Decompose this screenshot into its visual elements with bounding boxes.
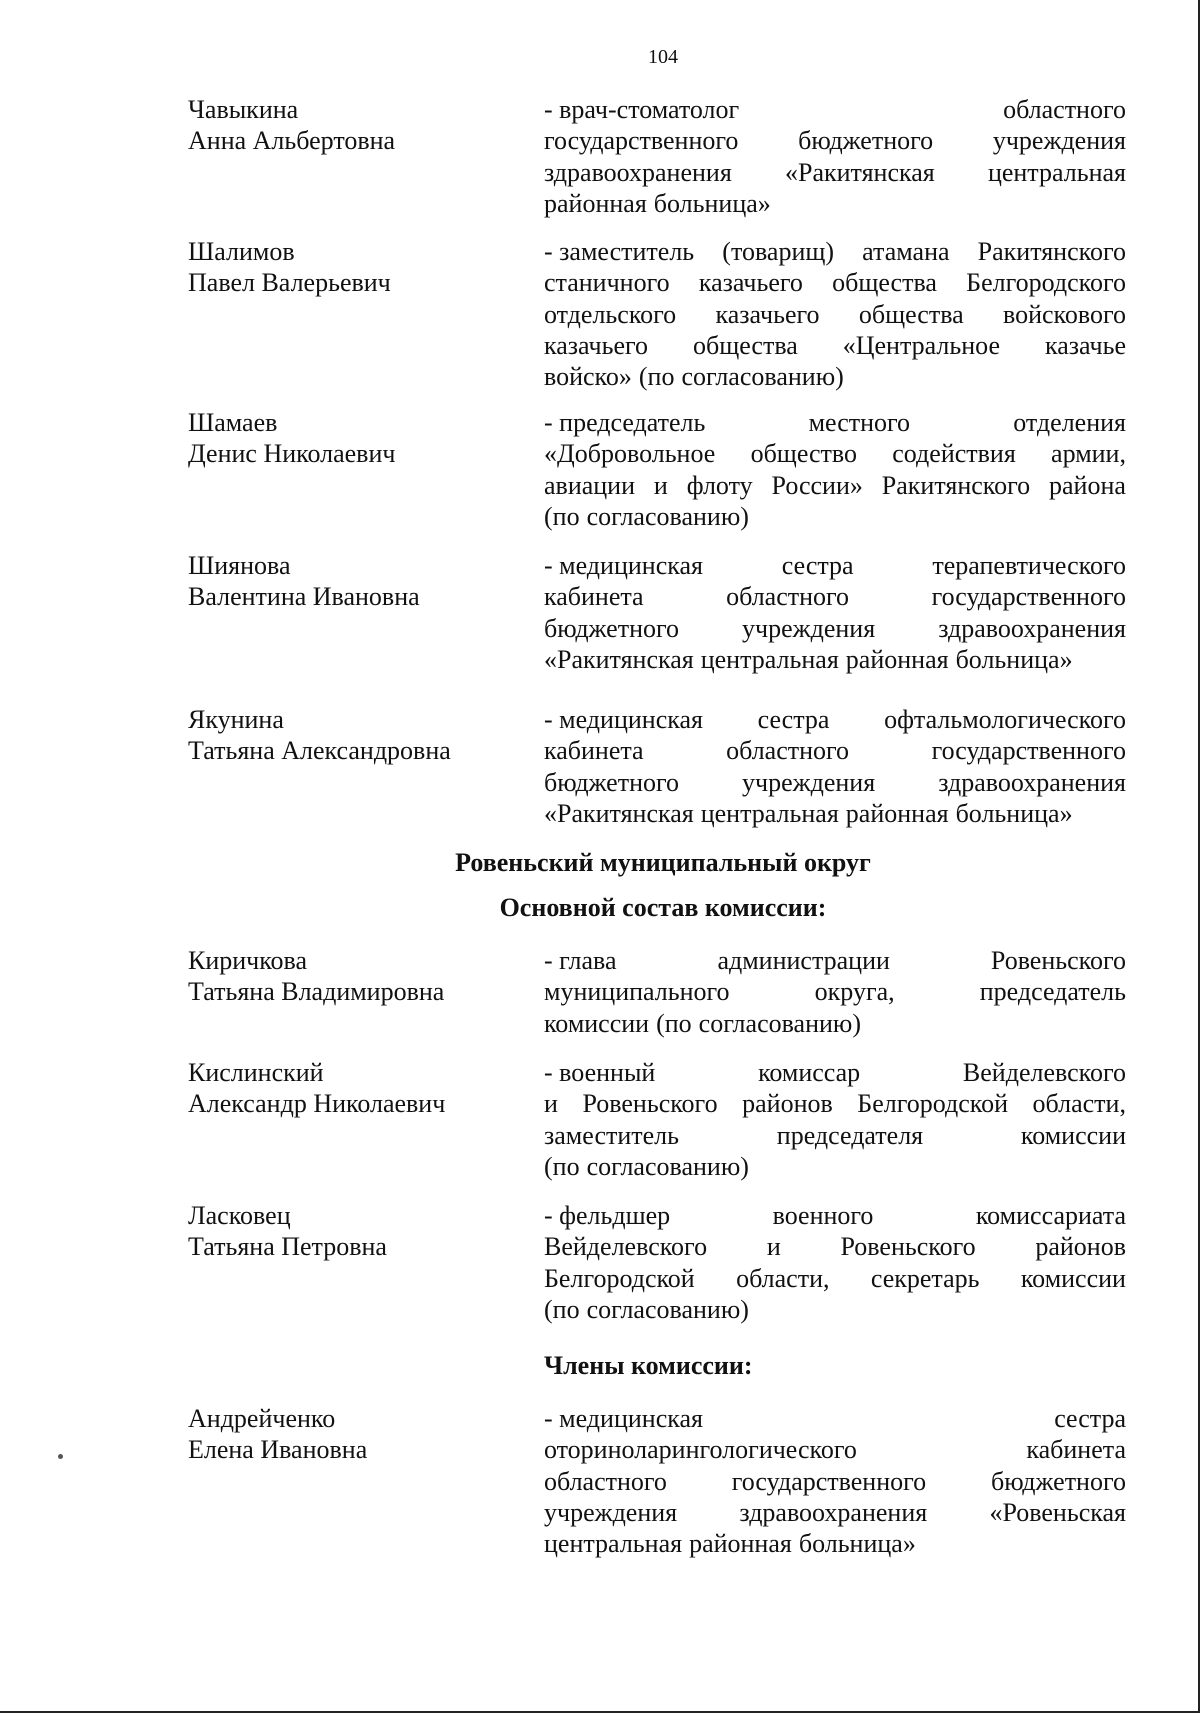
position-word: бюджетного bbox=[544, 613, 680, 643]
member-position bbox=[544, 407, 1126, 532]
position-word: кабинета bbox=[544, 582, 644, 612]
position-line bbox=[544, 767, 1126, 798]
member-position bbox=[544, 1403, 1126, 1559]
member-given-names: Татьяна Александровна bbox=[188, 736, 451, 766]
position-word: казачье bbox=[1044, 330, 1126, 360]
position-word: Ровеньского bbox=[990, 946, 1126, 975]
position-word: комиссии bbox=[1020, 1120, 1126, 1150]
position-word: отдельского bbox=[544, 299, 677, 329]
member-surname: Ласковец bbox=[188, 1201, 291, 1230]
position-line bbox=[544, 157, 1126, 188]
position-word: согласованию) bbox=[681, 362, 844, 392]
members-heading: Члены комиссии: bbox=[544, 1351, 753, 1380]
position-word: - заместитель bbox=[544, 237, 695, 266]
position-word: Ракитянского bbox=[977, 237, 1126, 266]
position-line bbox=[544, 1088, 1126, 1119]
position-word: (по bbox=[544, 1294, 580, 1324]
position-word: больница» bbox=[798, 1529, 916, 1559]
position-line bbox=[544, 330, 1126, 361]
position-word: Вейделевского bbox=[544, 1232, 708, 1262]
position-line bbox=[544, 1120, 1126, 1151]
position-word: муниципального bbox=[544, 977, 730, 1007]
member-given-names: Павел Валерьевич bbox=[188, 268, 391, 298]
position-line bbox=[544, 1200, 1126, 1231]
position-word: администрации bbox=[717, 946, 890, 975]
position-word: больница» bbox=[955, 798, 1073, 828]
position-word: «Ракитянская bbox=[785, 157, 935, 187]
position-word: сестра bbox=[781, 551, 854, 580]
member-position bbox=[544, 945, 1126, 1039]
position-word: областного bbox=[726, 582, 850, 612]
member-surname: Кислинский bbox=[188, 1058, 324, 1087]
member-name bbox=[188, 550, 518, 613]
position-word: центральная bbox=[700, 644, 839, 674]
position-word: - глава bbox=[544, 946, 617, 975]
member-position bbox=[544, 1057, 1126, 1182]
position-word: учреждения bbox=[544, 1497, 678, 1527]
position-word: «Ракитянская bbox=[544, 644, 694, 674]
position-line bbox=[544, 735, 1126, 766]
member-surname: Шиянова bbox=[188, 551, 291, 580]
position-word: - медицинская bbox=[544, 551, 703, 580]
position-word: областного bbox=[1003, 95, 1126, 124]
position-word: согласованию) bbox=[586, 501, 749, 531]
position-word: секретарь bbox=[870, 1263, 980, 1293]
position-word: и bbox=[653, 470, 668, 500]
position-word: и bbox=[544, 1089, 558, 1119]
position-line bbox=[544, 1231, 1126, 1262]
position-word: больница» bbox=[955, 644, 1073, 674]
position-word: - медицинская bbox=[544, 1404, 703, 1433]
position-word: учреждения bbox=[992, 126, 1126, 156]
position-line bbox=[544, 1151, 1126, 1182]
position-word: «Ракитянская bbox=[544, 798, 694, 828]
position-word: общество bbox=[750, 439, 858, 469]
member-given-names: Елена Ивановна bbox=[188, 1435, 368, 1465]
position-word: войско» bbox=[544, 362, 632, 392]
position-line bbox=[544, 976, 1126, 1007]
position-word: Ровеньского bbox=[582, 1089, 718, 1119]
member-given-names: Татьяна Петровна bbox=[188, 1232, 387, 1262]
position-line bbox=[544, 407, 1126, 438]
position-line bbox=[544, 470, 1126, 501]
position-line bbox=[544, 1497, 1126, 1528]
position-line bbox=[544, 1528, 1126, 1559]
position-word: согласованию) bbox=[698, 1008, 861, 1038]
position-word: войскового bbox=[1003, 299, 1126, 329]
position-word: комиссии bbox=[544, 1008, 650, 1038]
position-word: заместитель bbox=[544, 1120, 680, 1150]
position-word: больница» bbox=[653, 188, 771, 218]
member-position bbox=[544, 704, 1126, 829]
position-word: Ровеньского bbox=[840, 1232, 976, 1262]
position-word: округа, bbox=[814, 977, 895, 1007]
member-given-names: Татьяна Владимировна bbox=[188, 977, 445, 1007]
position-line bbox=[544, 1434, 1126, 1465]
position-word: бюджетного bbox=[544, 767, 680, 797]
member-name bbox=[188, 945, 518, 1008]
position-word: оториноларингологического bbox=[544, 1435, 857, 1465]
position-word: Вейделевского bbox=[962, 1058, 1126, 1087]
position-word: государственного bbox=[931, 582, 1126, 612]
position-word: станичного bbox=[544, 268, 670, 298]
position-line bbox=[544, 501, 1126, 532]
position-line bbox=[544, 613, 1126, 644]
position-word: районная bbox=[845, 798, 949, 828]
member-name bbox=[188, 1200, 518, 1263]
position-word: (товарищ) bbox=[722, 237, 835, 266]
scan-speck bbox=[58, 1454, 63, 1459]
member-given-names: Анна Альбертовна bbox=[188, 126, 396, 156]
position-word: согласованию) bbox=[586, 1151, 749, 1181]
position-word: центральная bbox=[987, 157, 1126, 187]
position-word: - фельдшер bbox=[544, 1201, 671, 1230]
position-word: общества bbox=[858, 299, 964, 329]
position-word: районная bbox=[845, 644, 949, 674]
position-word: - медицинская bbox=[544, 705, 703, 734]
position-word: Белгородского bbox=[966, 268, 1126, 298]
position-word: комиссар bbox=[758, 1058, 861, 1087]
position-word: «Центральное bbox=[842, 330, 1001, 360]
position-word: военного bbox=[772, 1201, 874, 1230]
position-word: - председатель bbox=[544, 408, 706, 437]
position-word: бюджетного bbox=[798, 126, 934, 156]
position-word: - врач-стоматолог bbox=[544, 95, 740, 124]
position-word: Белгородской bbox=[544, 1263, 695, 1293]
position-word: государственного bbox=[544, 126, 739, 156]
position-word: России» bbox=[771, 470, 863, 500]
position-word: атамана bbox=[862, 237, 950, 266]
position-word: здравоохранения bbox=[739, 1497, 928, 1527]
position-word: «Ровеньская bbox=[989, 1497, 1126, 1527]
position-word: содействия bbox=[892, 439, 1016, 469]
member-surname: Андрейченко bbox=[188, 1404, 336, 1433]
position-line bbox=[544, 1466, 1126, 1497]
district-heading: Ровеньский муниципальный округ bbox=[455, 848, 871, 877]
position-word: Ракитянского bbox=[881, 470, 1031, 500]
position-word: здравоохранения bbox=[938, 767, 1126, 797]
position-word: Белгородской bbox=[857, 1089, 1009, 1119]
position-word: районов bbox=[742, 1089, 833, 1119]
position-word: председатель bbox=[979, 977, 1126, 1007]
position-word: районная bbox=[689, 1529, 792, 1559]
position-word: центральная bbox=[700, 798, 839, 828]
position-line bbox=[544, 438, 1126, 469]
position-word: общества bbox=[832, 268, 937, 298]
position-word: (по bbox=[544, 501, 580, 531]
member-position bbox=[544, 1200, 1126, 1325]
position-line bbox=[544, 1403, 1126, 1434]
position-word: казачьего bbox=[698, 268, 803, 298]
position-word: комиссариата bbox=[975, 1201, 1126, 1230]
position-line bbox=[544, 267, 1126, 298]
position-word: сестра bbox=[757, 705, 830, 734]
position-word: государственного bbox=[731, 1466, 927, 1496]
position-word: областного bbox=[544, 1466, 667, 1496]
position-word: председателя bbox=[776, 1120, 924, 1150]
member-surname: Шалимов bbox=[188, 237, 295, 266]
position-word: здравоохранения bbox=[544, 157, 732, 187]
position-word: «Добровольное bbox=[544, 439, 716, 469]
position-line bbox=[544, 94, 1126, 125]
position-word: учреждения bbox=[742, 767, 876, 797]
position-word: терапевтического bbox=[932, 551, 1126, 580]
position-line bbox=[544, 1263, 1126, 1294]
member-name bbox=[188, 407, 518, 470]
position-word: - военный bbox=[544, 1058, 656, 1087]
member-name bbox=[188, 1403, 518, 1466]
position-word: (по bbox=[656, 1008, 692, 1038]
member-given-names: Денис Николаевич bbox=[188, 439, 396, 469]
position-line bbox=[544, 1294, 1126, 1325]
member-name bbox=[188, 704, 518, 767]
member-name bbox=[188, 94, 518, 157]
position-word: казачьего bbox=[715, 299, 820, 329]
position-line bbox=[544, 188, 1126, 219]
position-word: районов bbox=[1035, 1232, 1126, 1262]
member-name bbox=[188, 236, 518, 299]
position-line bbox=[544, 945, 1126, 976]
position-line bbox=[544, 1008, 1126, 1039]
position-word: офтальмологического bbox=[884, 705, 1126, 734]
position-word: областного bbox=[726, 736, 850, 766]
position-word: местного bbox=[808, 408, 911, 437]
position-line bbox=[544, 581, 1126, 612]
member-given-names: Александр Николаевич bbox=[188, 1089, 446, 1119]
position-line bbox=[544, 550, 1126, 581]
position-word: казачьего bbox=[544, 330, 649, 360]
position-word: сестра bbox=[1054, 1404, 1126, 1433]
position-word: и bbox=[766, 1232, 781, 1262]
position-word: государственного bbox=[931, 736, 1126, 766]
position-word: здравоохранения bbox=[938, 613, 1126, 643]
member-position bbox=[544, 550, 1126, 675]
position-word: области, bbox=[736, 1263, 830, 1293]
position-word: районная bbox=[544, 188, 647, 218]
position-line bbox=[544, 236, 1126, 267]
position-line bbox=[544, 299, 1126, 330]
position-word: (по bbox=[544, 1151, 580, 1181]
position-word: согласованию) bbox=[586, 1294, 749, 1324]
main-composition-heading: Основной состав комиссии: bbox=[499, 893, 827, 922]
position-line bbox=[544, 1057, 1126, 1088]
page-number: 104 bbox=[648, 46, 678, 68]
position-word: (по bbox=[638, 362, 675, 392]
position-word: бюджетного bbox=[990, 1466, 1126, 1496]
member-given-names: Валентина Ивановна bbox=[188, 582, 420, 612]
position-line bbox=[544, 125, 1126, 156]
position-line bbox=[544, 644, 1126, 675]
position-word: авиации bbox=[544, 470, 636, 500]
position-word: учреждения bbox=[742, 613, 876, 643]
position-word: области, bbox=[1032, 1089, 1126, 1119]
position-line bbox=[544, 361, 1126, 392]
member-name bbox=[188, 1057, 518, 1120]
position-word: флоту bbox=[686, 470, 753, 500]
member-surname: Киричкова bbox=[188, 946, 308, 975]
position-line bbox=[544, 798, 1126, 829]
member-position bbox=[544, 236, 1126, 392]
member-surname: Якунина bbox=[188, 705, 284, 734]
position-word: кабинета bbox=[544, 736, 644, 766]
position-word: центральная bbox=[544, 1529, 683, 1559]
member-position bbox=[544, 94, 1126, 219]
position-word: армии, bbox=[1051, 439, 1126, 469]
position-word: общества bbox=[692, 330, 798, 360]
position-word: комиссии bbox=[1020, 1263, 1126, 1293]
position-word: отделения bbox=[1013, 408, 1126, 437]
position-word: кабинета bbox=[1026, 1435, 1126, 1465]
position-line bbox=[544, 704, 1126, 735]
position-word: района bbox=[1049, 470, 1126, 500]
member-surname: Чавыкина bbox=[188, 95, 299, 124]
member-surname: Шамаев bbox=[188, 408, 278, 437]
